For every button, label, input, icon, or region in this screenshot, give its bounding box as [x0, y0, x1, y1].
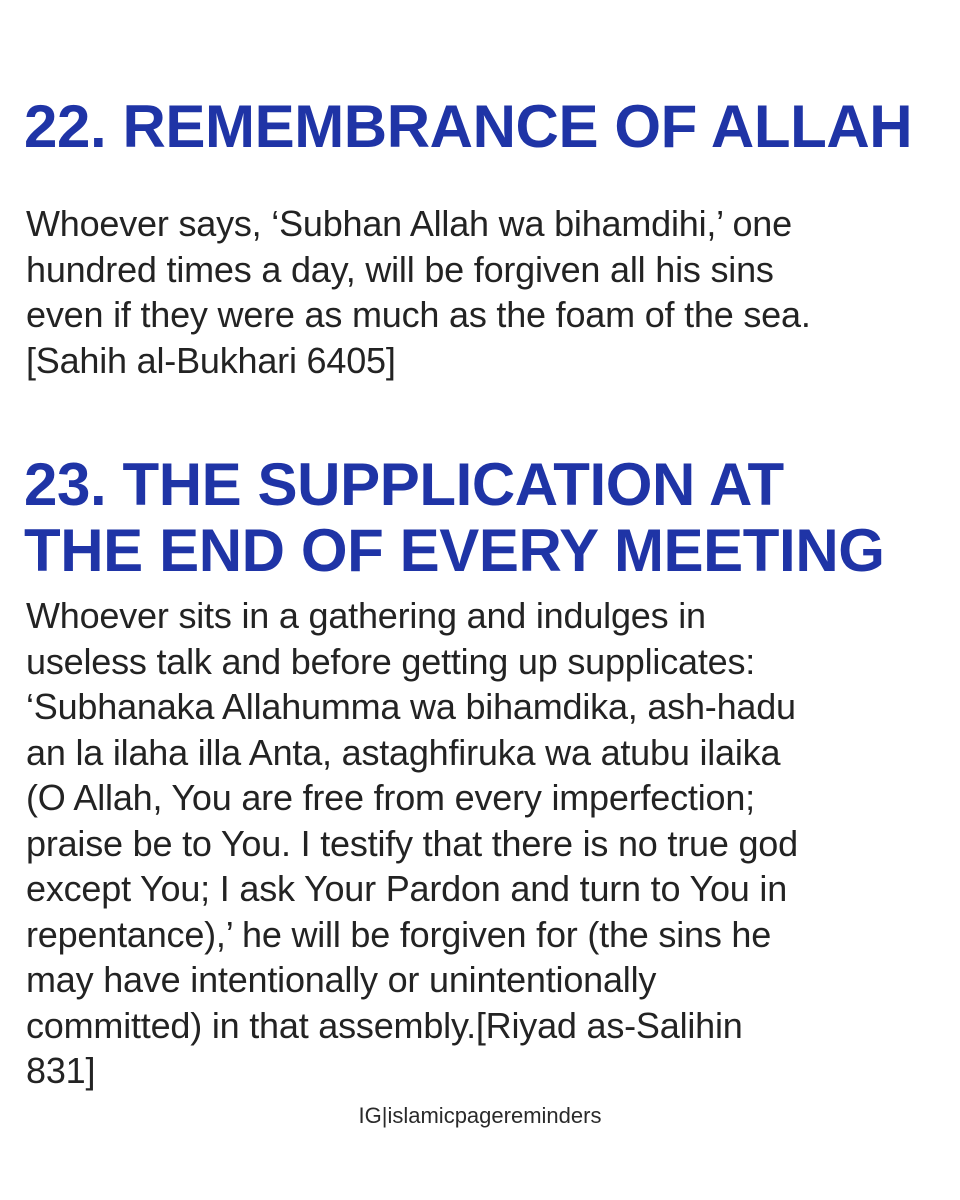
section-23-body-line: committed) in that assembly.[Riyad as-Salihin — [26, 1004, 743, 1046]
section-23-body-line: except You; I ask Your Pardon and turn to You in — [26, 868, 788, 909]
section-22-body-line: even if they were as much as the foam of the sea. — [26, 294, 811, 335]
section-23-body — [26, 593, 940, 1094]
section-22-body-line: Whoever says, ‘Subhan Allah wa bihamdihi,’ one — [26, 203, 792, 244]
section-23-heading-line: THE END OF EVERY MEETING — [24, 517, 885, 584]
section-23-body-line: repentance),’ he will be forgiven for (the sins he — [26, 913, 772, 955]
section-22-heading-line: 22. REMEMBRANCE OF ALLAH — [24, 93, 913, 160]
section-22-citation: [Sahih al-Bukhari 6405] — [26, 339, 396, 381]
section-23-body-line: Whoever sits in a gathering and indulges in — [26, 595, 706, 636]
section-23-citation: 831] — [26, 1050, 96, 1091]
section-23-heading-line: 23. THE SUPPLICATION AT — [24, 451, 784, 518]
section-23-body-line: useless talk and before getting up supplicates: — [26, 640, 756, 682]
section-22-body — [26, 201, 940, 383]
section-23-body-line: praise be to You. I testify that there is no true god — [26, 822, 798, 864]
section-23-body-line: an la ilaha illa Anta, astaghfiruka wa atubu ilaika — [26, 731, 781, 773]
section-22-body-line: hundred times a day, will be forgiven all his sins — [26, 248, 774, 290]
instagram-credit: IG|islamicpagereminders — [358, 1103, 602, 1128]
section-23-body-line: may have intentionally or unintentionally — [26, 959, 657, 1000]
section-22-heading — [24, 94, 942, 160]
section-23-heading — [24, 452, 942, 584]
section-23-body-line: ‘Subhanaka Allahumma wa bihamdika, ash-hadu — [26, 686, 796, 727]
section-23-body-line: (O Allah, You are free from every imperfection; — [26, 777, 755, 818]
